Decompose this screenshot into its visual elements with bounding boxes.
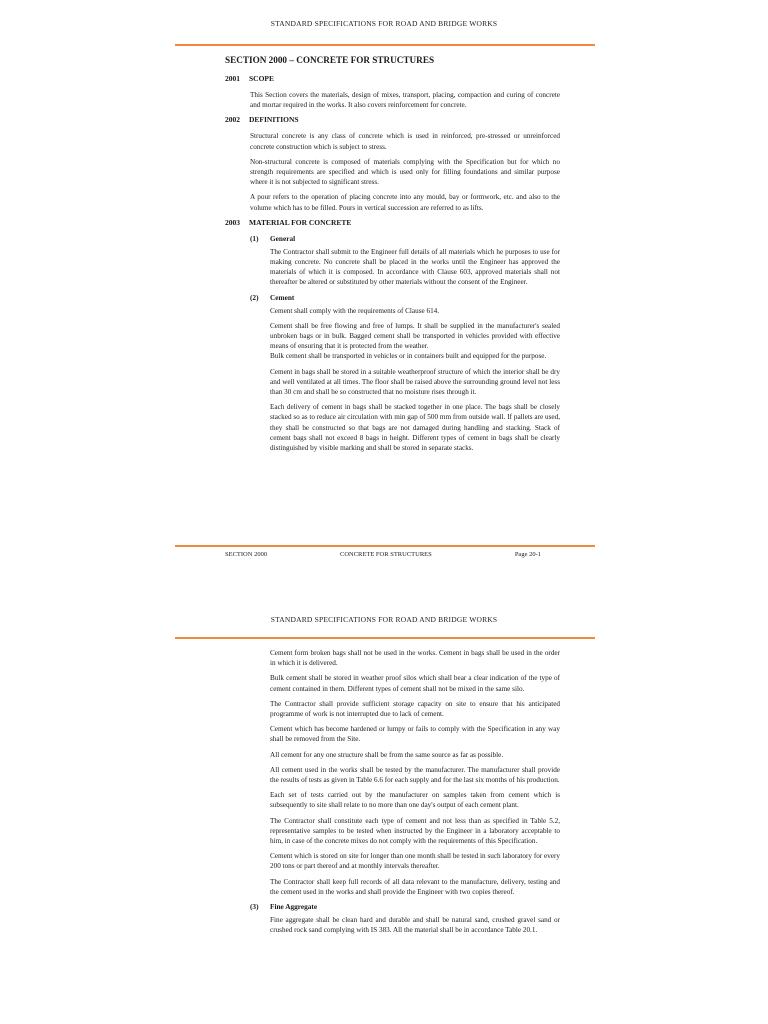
clause-number: 2002: [225, 115, 240, 125]
subclause-fine-aggregate-heading: [250, 902, 560, 912]
subclause-cement-heading: [250, 293, 560, 303]
subclause-title: Cement: [270, 292, 295, 302]
clause-number: 2001: [225, 74, 240, 83]
cement-paragraph: Cement shall comply with the requirements of Clause 614.: [270, 306, 440, 315]
clause-2001-heading: [225, 74, 560, 84]
header-rule: [175, 637, 595, 639]
footer-section: SECTION 2000: [225, 551, 268, 558]
page-content: [225, 54, 560, 458]
footer-title: CONCRETE FOR STRUCTURES: [340, 551, 432, 558]
cement-paragraph: The Contractor shall constitute each type of cement and not less than as specified in Table 5.2, representative samples to be tested when instructed by the Engineer in a laboratory acceptable to him, in case of the concrete mixes do not comply with the requirements of this Specification.: [270, 816, 560, 846]
footer-page-number: Page 20-1: [514, 551, 541, 558]
section-title: SECTION 2000 – CONCRETE FOR STRUCTURES: [225, 55, 435, 65]
cement-paragraph: Cement in bags shall be stored in a suitable weatherproof structure of which the interior shall be dry and well ventilated at all times. The floor shall be raised above the surrounding ground level not less than 30 cm and shall be so constructed that no moisture rises through it.: [270, 367, 560, 397]
running-header: STANDARD SPECIFICATIONS FOR ROAD AND BRIDGE WORKS: [270, 19, 498, 28]
cement-paragraph: Cement form broken bags shall not be used in the works. Cement in bags shall be used in the order in which it is delivered.: [270, 649, 560, 668]
page-content: [225, 648, 560, 940]
document-page-2: [0, 575, 768, 1024]
clause-title: MATERIAL FOR CONCRETE: [249, 217, 352, 227]
cement-paragraph: All cement used in the works shall be tested by the manufacturer. The manufacturer shall provide the results of tests as given in Table 6.6 for each supply and for the last six months of his production.: [270, 765, 560, 785]
clause-title: DEFINITIONS: [249, 115, 299, 125]
cement-paragraph: The Contractor shall keep full records of all data relevant to the manufacture, delivery, testing and the cement used in the works and shall provide the Engineer with two copies thereof.: [270, 877, 560, 896]
cement-paragraph: Each delivery of cement in bags shall be stacked together in one place. The bags shall be closely stacked so as to reduce air circulation with min gap of 500 mm from outside wall. If pallets are used, they shall be constructed so that bags are not damaged during handling and stacking. Stack of cement bags shall not exceed 8 bags in height. Different types of cement in bags shall be clearly distinguished by visible marking and shall be stored in separate stacks.: [270, 403, 560, 453]
subclause-number: (2): [250, 292, 259, 302]
subclause-number: (3): [250, 902, 259, 912]
clause-number: 2003: [225, 217, 240, 227]
cement-paragraph: Cement which is stored on site for longer than one month shall be tested in such laboratory for every 200 tons or part thereof and at monthly intervals thereafter.: [270, 852, 560, 871]
clause-2002-heading: [225, 115, 560, 125]
subclause-title: Fine Aggregate: [270, 902, 318, 912]
running-header: STANDARD SPECIFICATIONS FOR ROAD AND BRIDGE WORKS: [270, 615, 498, 624]
cement-paragraph: Bulk cement shall be stored in weather proof silos which shall bear a clear indication of the type of cement contained in them. Different types of cement shall not be mixed in the same silo.: [270, 674, 560, 693]
cement-paragraph: The Contractor shall provide sufficient storage capacity on site to ensure that his anticipated programme of work is not interrupted due to lack of cement.: [270, 699, 560, 719]
definition-paragraph: Structural concrete is any class of concrete which is used in reinforced, pre-stressed or unreinforced concrete construction which is subject to stress.: [250, 132, 560, 151]
definition-paragraph: A pour refers to the operation of placing concrete into any mould, bay or formwork, etc. and also to the volume which has to be filled. Pours in vertical succession are referred to as lifts.: [250, 193, 560, 212]
cement-paragraph: Cement shall be free flowing and free of lumps. It shall be supplied in the manufacturer's sealed unbroken bags or in bulk. Bagged cement shall be transported in vehicles provided with effective means of ensuring that it is protected from the weather.: [270, 321, 560, 351]
subclause-title: General: [270, 233, 296, 243]
definition-paragraph: Non-structural concrete is composed of materials complying with the Specification but for which no strength requirements are specified and which is used only for filling foundations and similar purpose where it is not subjected to significant stress.: [250, 157, 560, 187]
clause-2003-heading: [225, 218, 560, 228]
subclause-general-heading: [250, 234, 560, 244]
clause-title: SCOPE: [249, 74, 275, 83]
footer-rule: [175, 545, 595, 547]
scope-paragraph: This Section covers the materials, design of mixes, transport, placing, compaction and curing of concrete and mortar required in the works. It also covers reinforcement for concrete.: [250, 91, 560, 110]
cement-paragraph: Bulk cement shall be transported in vehicles or in containers built and equipped for the purpose.: [270, 352, 547, 361]
cement-paragraph: Each set of tests carried out by the manufacturer on samples taken from cement which is subsequently to site shall relate to no more than one day's output of each cement plant.: [270, 791, 560, 810]
header-rule: [175, 44, 595, 46]
cement-paragraph: Cement which has become hardened or lumpy or fails to comply with the Specification in any way shall be removed from the Site.: [270, 725, 560, 744]
cement-paragraph: All cement for any one structure shall be from the same source as far as possible.: [270, 750, 504, 759]
subclause-number: (1): [250, 233, 259, 243]
general-paragraph: The Contractor shall submit to the Engineer full details of all materials which he purposes to use for making concrete. No concrete shall be placed in the works until the Engineer has approved the materials of which it is composed. In accordance with Clause 603, approved materials shall not thereafter be altered or substituted by other materials without the consent of the Engineer.: [270, 247, 560, 287]
fine-aggregate-paragraph: Fine aggregate shall be clean hard and durable and shall be natural sand, crushed gravel sand or crushed rock sand complying with IS 383. All the material shall be in accordance Table 20.1.: [270, 916, 560, 935]
